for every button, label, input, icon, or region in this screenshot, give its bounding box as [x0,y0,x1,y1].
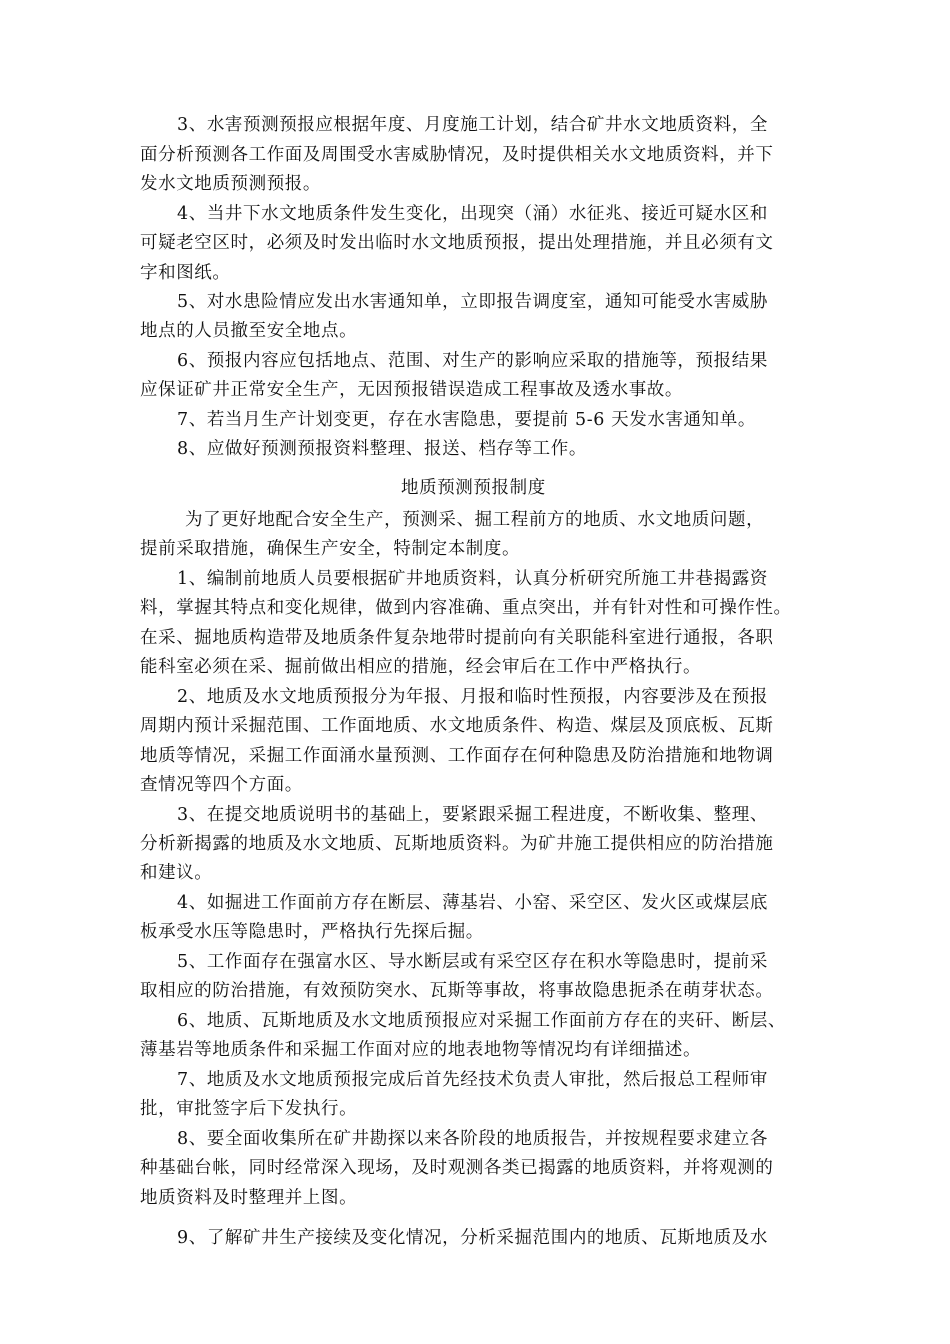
text-line: 地质资料及时整理并上图。 [140,1188,358,1208]
text-line: 字和图纸。 [140,263,231,283]
text-line: 周期内预计采掘范围、工作面地质、水文地质条件、构造、煤层及顶底板、瓦斯 [140,716,774,736]
text-line: 分析新揭露的地质及水文地质、瓦斯地质资料。为矿井施工提供相应的防治措施 [140,834,774,854]
text-line: 4、当井下水文地质条件发生变化，出现突（涌）水征兆、接近可疑水区和 [177,204,768,224]
text-line: 8、要全面收集所在矿井勘探以来各阶段的地质报告，并按规程要求建立各 [177,1129,768,1149]
text-line: 发水文地质预测预报。 [140,174,321,194]
text-line: 7、若当月生产计划变更，存在水害隐患，要提前 5-6 天发水害通知单。 [177,410,756,430]
text-line: 8、应做好预测预报资料整理、报送、档存等工作。 [177,439,587,459]
text-line: 板承受水压等隐患时，严格执行先探后掘。 [140,922,484,942]
text-line: 6、地质、瓦斯地质及水文地质预报应对采掘工作面前方存在的夹矸、断层、 [177,1011,787,1031]
text-line: 查情况等四个方面。 [140,775,303,795]
text-line: 2、地质及水文地质预报分为年报、月报和临时性预报，内容要涉及在预报 [177,687,768,707]
text-line: 料，掌握其特点和变化规律，做到内容准确、重点突出，并有针对性和可操作性。 [140,598,792,618]
text-line: 薄基岩等地质条件和采掘工作面对应的地表地物等情况均有详细描述。 [140,1040,702,1060]
text-line: 面分析预测各工作面及周围受水害威胁情况，及时提供相关水文地质资料，并下 [140,145,774,165]
text-line: 7、地质及水文地质预报完成后首先经技术负责人审批，然后报总工程师审 [177,1070,768,1090]
text-line: 为了更好地配合安全生产，预测采、掘工程前方的地质、水文地质问题， [185,510,765,530]
text-line: 在采、掘地质构造带及地质条件复杂地带时提前向有关职能科室进行通报，各职 [140,628,774,648]
text-line: 批，审批签字后下发执行。 [140,1099,358,1119]
text-line: 4、如掘进工作面前方存在断层、薄基岩、小窑、采空区、发火区或煤层底 [177,893,768,913]
text-line: 5、工作面存在强富水区、导水断层或有采空区存在积水等隐患时，提前采 [177,952,768,972]
text-line: 地质等情况，采掘工作面涌水量预测、工作面存在何种隐患及防治措施和地物调 [140,746,774,766]
text-line: 可疑老空区时，必须及时发出临时水文地质预报，提出处理措施，并且必须有文 [140,233,774,253]
text-line: 3、在提交地质说明书的基础上，要紧跟采掘工程进度，不断收集、整理、 [177,805,768,825]
text-line: 地点的人员撤至安全地点。 [140,321,358,341]
text-line: 应保证矿井正常安全生产，无因预报错误造成工程事故及透水事故。 [140,380,683,400]
section-title: 地质预测预报制度 [401,478,546,498]
text-line: 和建议。 [140,863,213,883]
text-line: 3、水害预测预报应根据年度、月度施工计划，结合矿井水文地质资料，全 [177,115,768,135]
text-line: 5、对水患险情应发出水害通知单，立即报告调度室，通知可能受水害威胁 [177,292,768,312]
text-line: 取相应的防治措施，有效预防突水、瓦斯等事故，将事故隐患扼杀在萌芽状态。 [140,981,774,1001]
text-line: 提前采取措施，确保生产安全，特制定本制度。 [140,539,521,559]
text-line: 6、预报内容应包括地点、范围、对生产的影响应采取的措施等，预报结果 [177,351,768,371]
text-line: 9、了解矿井生产接续及变化情况，分析采掘范围内的地质、瓦斯地质及水 [177,1228,768,1248]
text-line: 种基础台帐，同时经常深入现场，及时观测各类已揭露的地质资料，并将观测的 [140,1158,774,1178]
text-line: 1、编制前地质人员要根据矿井地质资料，认真分析研究所施工井巷揭露资 [177,569,768,589]
text-line: 能科室必须在采、掘前做出相应的措施，经会审后在工作中严格执行。 [140,657,702,677]
